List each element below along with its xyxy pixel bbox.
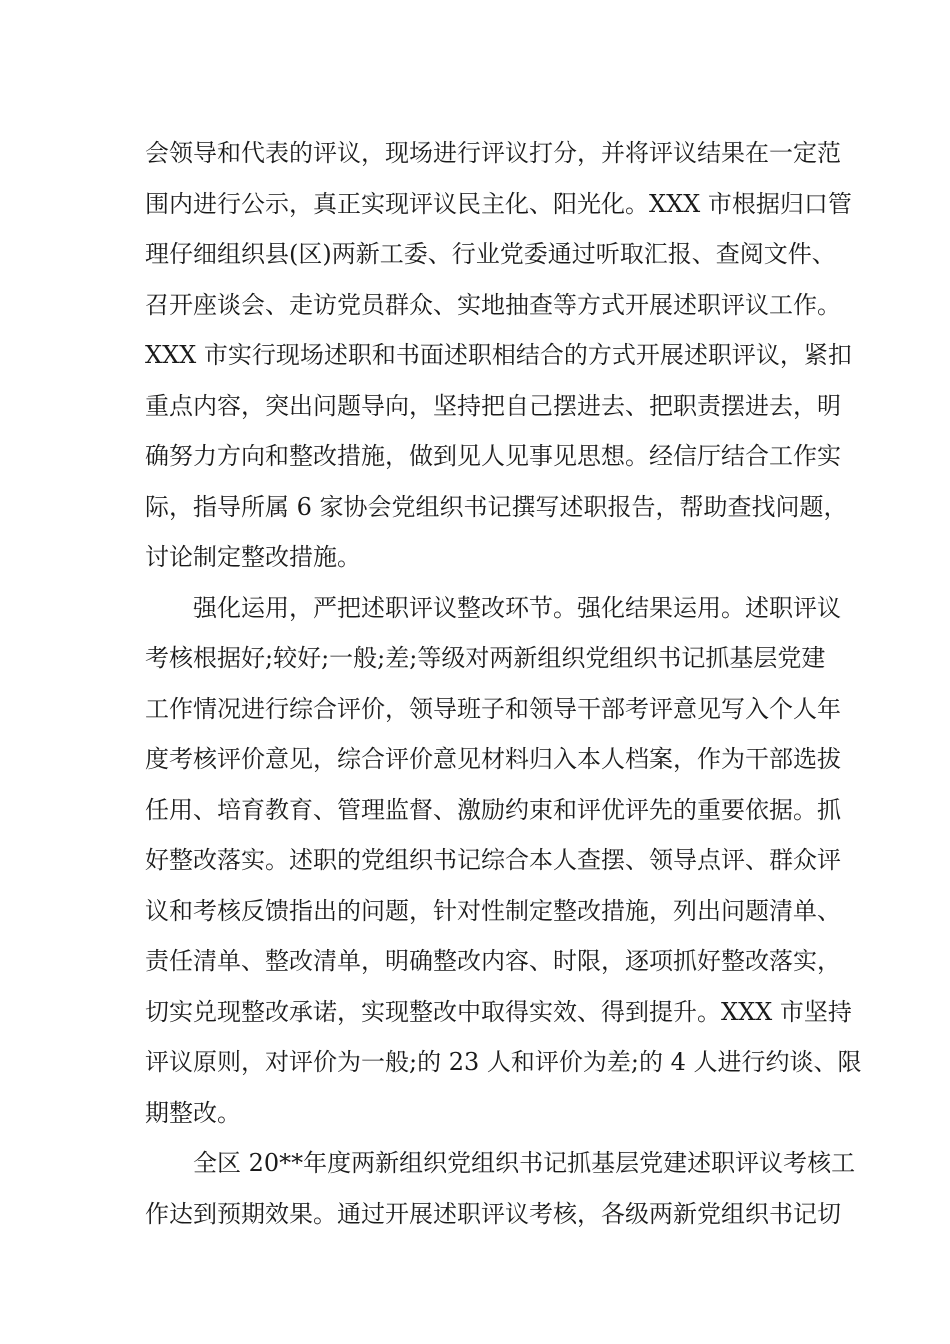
text-line: 度考核评价意见，综合评价意见材料归入本人档案，作为干部选拔 <box>145 745 841 773</box>
text-line: 确努力方向和整改措施，做到见人见事见思想。经信厅结合工作实 <box>145 442 841 470</box>
text-line: 全区 20**年度两新组织党组织书记抓基层党建述职评议考核工 <box>193 1149 856 1177</box>
text-line: 任用、培育教育、管理监督、激励约束和评优评先的重要依据。抓 <box>145 795 841 824</box>
paragraph-1 <box>145 128 852 583</box>
text-line: 好整改落实。述职的党组织书记综合本人查摆、领导点评、群众评 <box>145 846 841 874</box>
text-line: 讨论制定整改措施。 <box>145 543 361 571</box>
text-line: 考核根据好;较好;一般;差;等级对两新组织党组织书记抓基层党建 <box>145 644 826 672</box>
text-line: 作达到预期效果。通过开展述职评议考核，各级两新党组织书记切 <box>145 1199 841 1228</box>
paragraph-2 <box>145 583 862 1139</box>
text-line: XXX 市实行现场述职和书面述职相结合的方式开展述职评议，紧扣 <box>145 341 852 369</box>
paragraph-3 <box>145 1138 856 1239</box>
text-line: 工作情况进行综合评价，领导班子和领导干部考评意见写入个人年 <box>145 694 841 723</box>
text-line: 责任清单、整改清单，明确整改内容、时限，逐项抓好整改落实， <box>145 947 841 975</box>
text-line: 重点内容，突出问题导向，坚持把自己摆进去、把职责摆进去，明 <box>145 391 841 420</box>
text-line: 会领导和代表的评议，现场进行评议打分，并将评议结果在一定范 <box>145 139 841 167</box>
document-body <box>145 128 862 1239</box>
text-line: 理仔细组织县(区)两新工委、行业党委通过听取汇报、查阅文件、 <box>145 240 836 268</box>
text-line: 围内进行公示，真正实现评议民主化、阳光化。XXX 市根据归口管 <box>145 189 852 218</box>
text-line: 召开座谈会、走访党员群众、实地抽查等方式开展述职评议工作。 <box>145 290 841 319</box>
text-line: 评议原则，对评价为一般;的 23 人和评价为差;的 4 人进行约谈、限 <box>145 1048 862 1076</box>
text-line: 议和考核反馈指出的问题，针对性制定整改措施，列出问题清单、 <box>145 896 841 925</box>
text-line: 强化运用，严把述职评议整改环节。强化结果运用。述职评议 <box>193 593 841 622</box>
text-line: 期整改。 <box>145 1098 241 1127</box>
text-line: 切实兑现整改承诺，实现整改中取得实效、得到提升。XXX 市坚持 <box>145 997 852 1026</box>
text-line: 际，指导所属 6 家协会党组织书记撰写述职报告，帮助查找问题， <box>145 492 848 521</box>
